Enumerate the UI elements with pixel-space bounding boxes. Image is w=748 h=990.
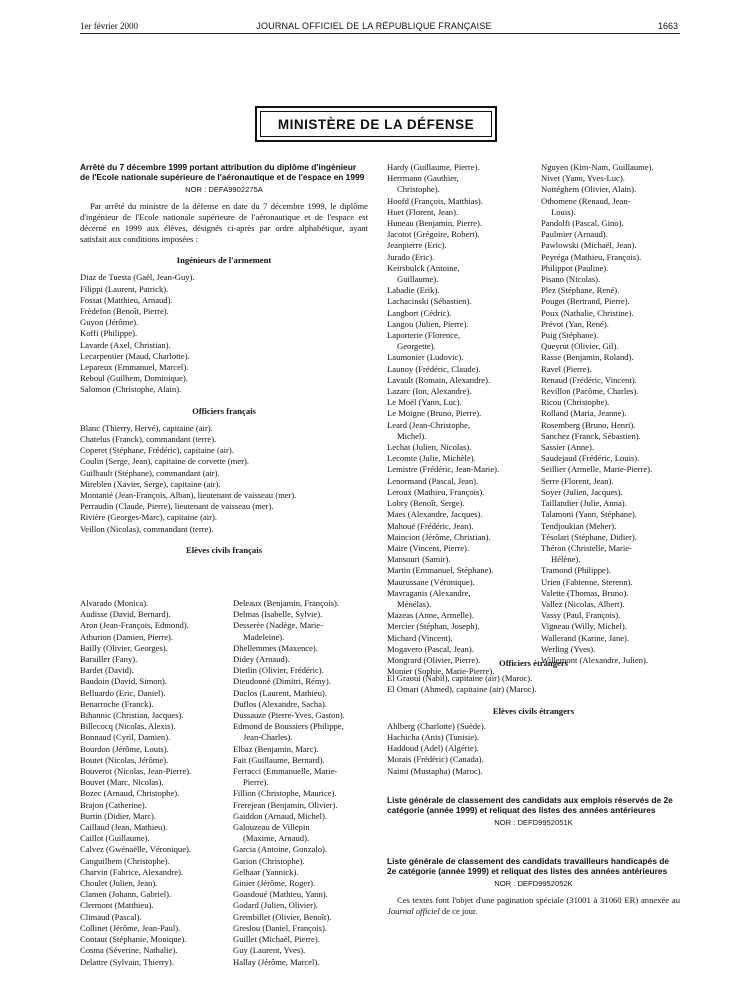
name-entry: Ricou (Christophe). bbox=[541, 397, 610, 408]
name-entry: Caillot (Guillaume). bbox=[80, 833, 150, 844]
name-entry: Lepareux (Emmanuel, Marcel). bbox=[80, 362, 189, 373]
name-entry: Renaud (Frédéric, Vincent). bbox=[541, 374, 637, 385]
name-entry: Ahlberg (Charlotte) (Suède). bbox=[387, 720, 486, 731]
name-entry: Bardet (David). bbox=[80, 665, 134, 676]
name-entry: Grembillet (Olivier, Benoît). bbox=[233, 911, 332, 922]
name-entry: Garion (Christophe). bbox=[233, 855, 305, 866]
name-entry-continuation: Georgette). bbox=[397, 341, 436, 352]
ingenieurs-heading: Ingénieurs de l'armement bbox=[176, 255, 272, 266]
liste1-nor: NOR : DEFD9952051K bbox=[494, 817, 573, 827]
name-entry: Fillion (Christophe, Maurice). bbox=[233, 788, 337, 799]
name-entry: Pisano (Nicolas). bbox=[541, 274, 601, 285]
name-entry: Bouvet (Marc, Nicolas). bbox=[80, 777, 164, 788]
name-entry: Athurion (Damien, Pierre). bbox=[80, 631, 174, 642]
liste2-nor: NOR : DEFD9952052K bbox=[494, 879, 573, 889]
name-entry: Le Moigne (Bruno, Pierre). bbox=[387, 408, 482, 419]
name-entry: Vigneau (Willy, Michel). bbox=[541, 621, 627, 632]
name-entry: Dietlin (Olivier, Frédéric). bbox=[233, 665, 324, 676]
eleves-civils-col4 bbox=[541, 162, 681, 666]
name-entry: Michard (Vincent). bbox=[387, 632, 453, 643]
name-entry: Bihannic (Christian, Jacques). bbox=[80, 710, 184, 721]
name-entry: Elbaz (Benjamin, Marc). bbox=[233, 743, 319, 754]
name-entry: Duclos (Laurent, Mathieu). bbox=[233, 687, 328, 698]
name-entry: Jurado (Eric). bbox=[387, 251, 435, 262]
name-entry: Lemistre (Frédéric, Jean-Marie). bbox=[387, 464, 500, 475]
name-entry-continuation: Madeleine). bbox=[243, 631, 285, 642]
eleves-civils-col2 bbox=[233, 598, 373, 968]
name-entry: Barailler (Fany). bbox=[80, 654, 138, 665]
officiers-etrangers-list bbox=[387, 673, 680, 695]
name-entry: Belluardo (Eric, Daniel). bbox=[80, 687, 166, 698]
name-entry: Duflos (Alexandre, Sacha). bbox=[233, 698, 328, 709]
name-entry: Sassier (Anne). bbox=[541, 442, 594, 453]
name-entry: Didey (Arnaud). bbox=[233, 654, 290, 665]
name-entry: Bourdon (Jérôme, Louis). bbox=[80, 743, 169, 754]
name-entry: Montanié (Jean-François, Alban), lieutenant de vaisseau (mer). bbox=[80, 490, 297, 501]
name-entry: Le Moël (Yann, Luc). bbox=[387, 397, 462, 408]
name-entry: Garcia (Antoine, Gonzalo). bbox=[233, 844, 328, 855]
name-entry: Dhellemmes (Maxence). bbox=[233, 642, 318, 653]
name-entry: Tésolari (Stéphane, Didier). bbox=[541, 531, 637, 542]
name-entry: Peyréga (Mathieu, François). bbox=[541, 251, 642, 262]
eleves-civils-col1 bbox=[80, 598, 230, 968]
name-entry: Mongrard (Olivier, Pierre). bbox=[387, 654, 481, 665]
name-entry: Aron (Jean-François, Edmond). bbox=[80, 620, 189, 631]
name-entry: El Graoui (Nabil), capitaine (air) (Maroc). bbox=[387, 673, 533, 684]
name-entry: Lecarpentier (Maud, Charlotte). bbox=[80, 350, 190, 361]
name-entry: Haddoud (Adel) (Algérie). bbox=[387, 743, 479, 754]
name-entry: Dussauze (Pierre-Yves, Gaston). bbox=[233, 710, 345, 721]
name-entry: Billecocq (Nicolas, Alexis). bbox=[80, 721, 176, 732]
name-entry: Bouverot (Nicolas, Jean-Pierre). bbox=[80, 766, 192, 777]
name-entry: Guy (Laurent, Yves). bbox=[233, 945, 306, 956]
name-entry: Philippot (Pauline). bbox=[541, 262, 609, 273]
name-entry: Huneau (Benjamin, Pierre). bbox=[387, 218, 482, 229]
name-entry: Mireblen (Xavier, Serge), capitaine (air). bbox=[80, 478, 221, 489]
name-entry: Galouzeau de Villepin bbox=[233, 822, 310, 833]
name-entry: Frèdefon (Benoît, Pierre). bbox=[80, 306, 169, 317]
name-entry: Desserée (Nadège, Marie- bbox=[233, 620, 323, 631]
name-entry-continuation: Pierre). bbox=[243, 777, 269, 788]
name-entry: Maurussane (Véronique). bbox=[387, 576, 475, 587]
name-entry: Laumonier (Ludovic). bbox=[387, 352, 464, 363]
name-entry: Keirsbulck (Antoine, bbox=[387, 262, 460, 273]
name-entry: Sanchez (Franck, Sébastien). bbox=[541, 430, 641, 441]
name-entry: Diaz de Tuesta (Gaël, Jean-Guy). bbox=[80, 272, 195, 283]
name-entry: Lecomte (Julie, Michèle). bbox=[387, 453, 476, 464]
name-entry: Koffi (Philippe). bbox=[80, 328, 138, 339]
name-entry: Mercier (Stéphan, Joseph). bbox=[387, 621, 480, 632]
name-entry: Labadie (Erik). bbox=[387, 285, 440, 296]
name-entry: Baudoin (David, Simon). bbox=[80, 676, 167, 687]
name-entry: Guilbault (Stéphane), commandant (air). bbox=[80, 467, 220, 478]
name-entry: Veillon (Nicolas), commandant (terre). bbox=[80, 523, 214, 534]
name-entry: Hardy (Guillaume, Pierre). bbox=[387, 162, 480, 172]
arrete-nor: NOR : DEFA9902275A bbox=[185, 185, 263, 194]
eleves-etrangers-heading: Elèves civils étrangers bbox=[492, 705, 575, 716]
name-entry: Rosemberg (Bruno, Henri). bbox=[541, 419, 636, 430]
name-entry: Delmas (Isabelle, Sylvie). bbox=[233, 609, 323, 620]
name-entry: Pandolfi (Pascal, Gino). bbox=[541, 218, 624, 229]
name-entry-continuation: Louis). bbox=[551, 206, 576, 217]
name-entry: Tendjoukian (Meher). bbox=[541, 520, 617, 531]
name-entry: Nivet (Yann, Yves-Luc). bbox=[541, 173, 625, 184]
name-entry: Plez (Stéphane, René). bbox=[541, 285, 620, 296]
name-entry: Lachacinski (Sébastien). bbox=[387, 296, 472, 307]
ministry-box bbox=[255, 106, 497, 142]
name-entry: Wallerand (Karine, Jane). bbox=[541, 632, 630, 643]
name-entry: Seillier (Armelle, Marie-Pierre). bbox=[541, 464, 653, 475]
name-entry: Contaut (Stéphanie, Monique). bbox=[80, 934, 187, 945]
liste2-text: Ces textes font l'objet d'une pagination spéciale (31001 à 31060 ER) annexée au Journal officiel de ce jour. bbox=[387, 895, 680, 917]
name-entry: Coulin (Serge, Jean), capitaine de corvette (mer). bbox=[80, 456, 250, 467]
name-entry-continuation: Ménélas). bbox=[397, 598, 432, 609]
name-entry: Saudejaud (Frédéric, Louis). bbox=[541, 453, 640, 464]
eleves-etrangers-list bbox=[387, 721, 680, 777]
name-entry-continuation: Michel). bbox=[397, 430, 427, 441]
name-entry: Leroux (Mathieu, François). bbox=[387, 486, 485, 497]
name-entry: Prévot (Yan, René). bbox=[541, 318, 609, 329]
name-entry: Fossat (Matthieu, Arnaud). bbox=[80, 294, 173, 305]
column-left-top bbox=[80, 162, 368, 562]
name-entry: Lobry (Benoît, Serge). bbox=[387, 498, 465, 509]
name-entry: Mansouri (Samir). bbox=[387, 554, 451, 565]
ministry-title: MINISTÈRE DE LA DÉFENSE bbox=[277, 116, 475, 132]
name-entry: Rivière (Georges-Marc), capitaine (air). bbox=[80, 512, 218, 523]
name-entry: Canguilhem (Christophe). bbox=[80, 855, 170, 866]
name-entry: Fait (Guillaume, Bernard). bbox=[233, 754, 325, 765]
name-entry: Reboul (Guilhem, Dominique). bbox=[80, 373, 188, 384]
header-page-number: 1663 bbox=[657, 21, 678, 31]
name-entry: Mazeas (Anne, Armelle). bbox=[387, 610, 474, 621]
name-entry: Salomon (Christophe, Alain). bbox=[80, 384, 182, 395]
name-entry: Caillaud (Jean, Mathieu). bbox=[80, 822, 168, 833]
name-entry: Hoofd (François, Matthias). bbox=[387, 195, 483, 206]
name-entry: Paulmier (Arnaud). bbox=[541, 229, 608, 240]
name-entry: Herrmann (Gauthier, bbox=[387, 173, 459, 184]
name-entry: Clamen (Johann, Gabriel). bbox=[80, 889, 172, 900]
name-entry: Martin (Emmanuel, Stéphane). bbox=[387, 565, 494, 576]
name-entry: Blanc (Thierry, Hervé), capitaine (air). bbox=[80, 422, 213, 433]
name-entry: Lavarde (Axel, Christian). bbox=[80, 339, 171, 350]
officiers-heading: Officiers français bbox=[192, 405, 256, 416]
name-entry: Deleaux (Benjamin, François). bbox=[233, 598, 339, 608]
name-entry: Talamoni (Yann, Stéphane). bbox=[541, 509, 637, 520]
name-entry: Leard (Jean-Christophe, bbox=[387, 419, 471, 430]
name-entry-continuation: (Maxime, Arnaud). bbox=[243, 833, 310, 844]
name-entry: Vallez (Nicolas, Albert). bbox=[541, 598, 625, 609]
name-entry: El Omari (Ahmed), capitaine (air) (Maroc). bbox=[387, 684, 537, 695]
name-entry: Bailly (Olivier, Georges). bbox=[80, 642, 168, 653]
name-entry: Edmond de Boussiers (Philippe, bbox=[233, 721, 344, 732]
name-entry: Greslou (Daniel, François). bbox=[233, 922, 328, 933]
ingenieurs-list bbox=[80, 272, 368, 395]
name-entry: Queyrut (Olivier, Gil). bbox=[541, 341, 619, 352]
name-entry: Laporterie (Florence, bbox=[387, 330, 461, 341]
name-entry: Delattre (Sylvain, Thierry). bbox=[80, 956, 174, 967]
name-entry: Hallay (Jérôme, Marcel). bbox=[233, 956, 320, 967]
name-entry: Charvin (Fabrice, Alexandre). bbox=[80, 866, 184, 877]
name-entry: Bonnaud (Cyril, Damien). bbox=[80, 732, 171, 743]
name-entry: Revillon (Pacôme, Charles). bbox=[541, 386, 639, 397]
foreign-section bbox=[387, 650, 680, 917]
name-entry: Godard (Julien, Olivier). bbox=[233, 900, 318, 911]
name-entry: Ferracci (Emmanuelle, Marie- bbox=[233, 766, 338, 777]
name-entry: Pouget (Bertrand, Pierre). bbox=[541, 296, 630, 307]
header-journal-title: JOURNAL OFFICIEL DE LA RÉPUBLIQUE FRANÇAISE bbox=[256, 21, 492, 31]
name-entry: Ravel (Pierre). bbox=[541, 363, 592, 374]
name-entry: Chatelus (Franck), commandant (terre). bbox=[80, 434, 217, 445]
header-rule bbox=[80, 33, 680, 34]
name-entry: Othomene (Renaud, Jean- bbox=[541, 195, 631, 206]
name-entry: Benarroche (Franck). bbox=[80, 698, 154, 709]
name-entry: Rasse (Benjamin, Roland). bbox=[541, 352, 634, 363]
name-entry: Launoy (Frédéric, Claude). bbox=[387, 363, 481, 374]
name-entry: Poux (Nathalie, Christine). bbox=[541, 307, 634, 318]
header-date: 1er février 2000 bbox=[80, 21, 138, 31]
name-entry: Lavault (Romain, Alexandre). bbox=[387, 374, 491, 385]
name-entry: Lazarc (Ion, Alexandre). bbox=[387, 386, 472, 397]
name-entry: Choulet (Julien, Jean). bbox=[80, 878, 158, 889]
name-entry: Gaiddon (Arnaud, Michel). bbox=[233, 810, 328, 821]
name-entry: Alvarado (Monica). bbox=[80, 598, 149, 608]
name-entry-continuation: Jean-Charles). bbox=[243, 732, 293, 743]
name-entry: Brajon (Catherine). bbox=[80, 799, 147, 810]
name-entry: Burtin (Didier, Marc). bbox=[80, 810, 157, 821]
name-entry: Boutet (Nicolas, Jérôme). bbox=[80, 754, 169, 765]
name-entry: Werling (Yves). bbox=[541, 643, 596, 654]
name-entry: Guyon (Jérôme). bbox=[80, 317, 139, 328]
officiers-list bbox=[80, 423, 368, 535]
name-entry: Taillandier (Julie, Anna). bbox=[541, 498, 627, 509]
name-entry: Climaud (Pascal). bbox=[80, 911, 142, 922]
officiers-etrangers-heading: Officiers étrangers bbox=[499, 658, 568, 668]
name-entry: Filippi (Laurent, Patrick). bbox=[80, 283, 169, 294]
name-entry: Mahoué (Frédéric, Jean). bbox=[387, 520, 474, 531]
name-entry: Langbort (Cédric). bbox=[387, 307, 452, 318]
name-entry: Goasdoué (Mathieu, Yann). bbox=[233, 889, 328, 900]
name-entry: Lenormand (Pascal, Jean). bbox=[387, 475, 479, 486]
eleves-civils-col3 bbox=[387, 162, 529, 677]
name-entry: Soyer (Julien, Jacques). bbox=[541, 486, 623, 497]
name-entry-continuation: Hélène). bbox=[551, 554, 581, 565]
liste1-title: Liste générale de classement des candidats aux emplois réservés de 2e catégorie (année 1999) et reliquat des listes des années antérieures bbox=[387, 794, 673, 815]
arrete-title: Arrêté du 7 décembre 1999 portant attribution du diplôme d'ingénieur de l'Ecole nationale supérieure de l'aéronautique et de l'espace en 1999 bbox=[80, 162, 365, 182]
name-entry: Urien (Fabienne, Sterenn). bbox=[541, 576, 633, 587]
name-entry: Mogavero (Pascal, Jean). bbox=[387, 643, 474, 654]
name-entry: Jacotot (Grégoire, Robert). bbox=[387, 229, 480, 240]
name-entry: Lechat (Julien, Nicolas). bbox=[387, 442, 472, 453]
name-entry: Collinet (Jérôme, Jean-Paul). bbox=[80, 922, 181, 933]
name-entry: Tramond (Philippe). bbox=[541, 565, 611, 576]
name-entry: Théron (Christelle, Marie- bbox=[541, 542, 632, 553]
name-entry: Coperet (Stéphane, Frédéric), capitaine (air). bbox=[80, 445, 234, 456]
name-entry: Huet (Florent, Jean). bbox=[387, 206, 459, 217]
name-entry: Bozec (Arnaud, Christophe). bbox=[80, 788, 180, 799]
name-entry: Guillet (Michaël, Pierre). bbox=[233, 934, 320, 945]
name-entry-continuation: Christophe). bbox=[397, 184, 440, 195]
name-entry: Audisse (David, Bernard). bbox=[80, 609, 171, 620]
name-entry: Ginier (Jérôme, Roger). bbox=[233, 878, 316, 889]
name-entry-continuation: Guillaume). bbox=[397, 274, 439, 285]
name-entry: Maincion (Jérôme, Christian). bbox=[387, 531, 491, 542]
name-entry: Perraudin (Claude, Pierre), lieutenant de vaisseau (mer). bbox=[80, 501, 274, 512]
name-entry: Langou (Julien, Pierre). bbox=[387, 318, 469, 329]
name-entry: Maes (Alexandre, Jacques). bbox=[387, 509, 483, 520]
name-entry: Nottéghem (Olivier, Alain). bbox=[541, 184, 637, 195]
name-entry: Monier (Sophie, Marie-Pierre). bbox=[387, 666, 495, 677]
name-entry: Puig (Stéphane). bbox=[541, 330, 599, 341]
name-entry: Vassy (Paul, François). bbox=[541, 610, 621, 621]
name-entry: Serre (Florent, Jean). bbox=[541, 475, 614, 486]
eleves-civils-heading: Elèves civils français bbox=[186, 544, 262, 555]
name-entry: Calvez (Gwénaëlle, Véronique). bbox=[80, 844, 192, 855]
name-entry: Valette (Thomas, Bruno). bbox=[541, 587, 629, 598]
name-entry: Jeanpierre (Eric). bbox=[387, 240, 447, 251]
name-entry: Willemont (Alexandre, Julien). bbox=[541, 654, 649, 665]
name-entry: Rolland (Maria, Jeanne). bbox=[541, 408, 627, 419]
name-entry: Clermont (Matthieu). bbox=[80, 900, 154, 911]
name-entry: Hachicha (Anis) (Tunisie). bbox=[387, 732, 480, 743]
name-entry: Gelhaar (Yannick). bbox=[233, 866, 299, 877]
name-entry: Cosma (Séverine, Nathalie). bbox=[80, 945, 178, 956]
name-entry: Morais (Frédéric) (Canada). bbox=[387, 754, 484, 765]
name-entry: Pawlowski (Michaël, Jean). bbox=[541, 240, 637, 251]
name-entry: Frerejean (Benjamin, Olivier). bbox=[233, 799, 338, 810]
name-entry: Nguyen (Kim-Nam, Guillaume). bbox=[541, 162, 654, 172]
liste2-title: Liste générale de classement des candidats travailleurs handicapés de 2e catégorie (année 1999) et reliquat des listes des années antérieures bbox=[387, 856, 670, 877]
name-entry: Maire (Vincent, Pierre). bbox=[387, 542, 470, 553]
name-entry: Naimi (Mustapha) (Maroc). bbox=[387, 765, 483, 776]
arrete-intro: Par arrêté du ministre de la défense en date du 7 décembre 1999, le diplôme d'ingénieur de l'Ecole nationale supérieure de l'aéronautique et de l'espace est décerné en 1999 aux élèves, désignés ci-après par ordre alphabétique, ayant satisfait aux conditions imposées : bbox=[80, 201, 368, 245]
name-entry: Dieudonné (Dimitri, Rémy). bbox=[233, 676, 331, 687]
name-entry: Mavraganis (Alexandre, bbox=[387, 587, 471, 598]
